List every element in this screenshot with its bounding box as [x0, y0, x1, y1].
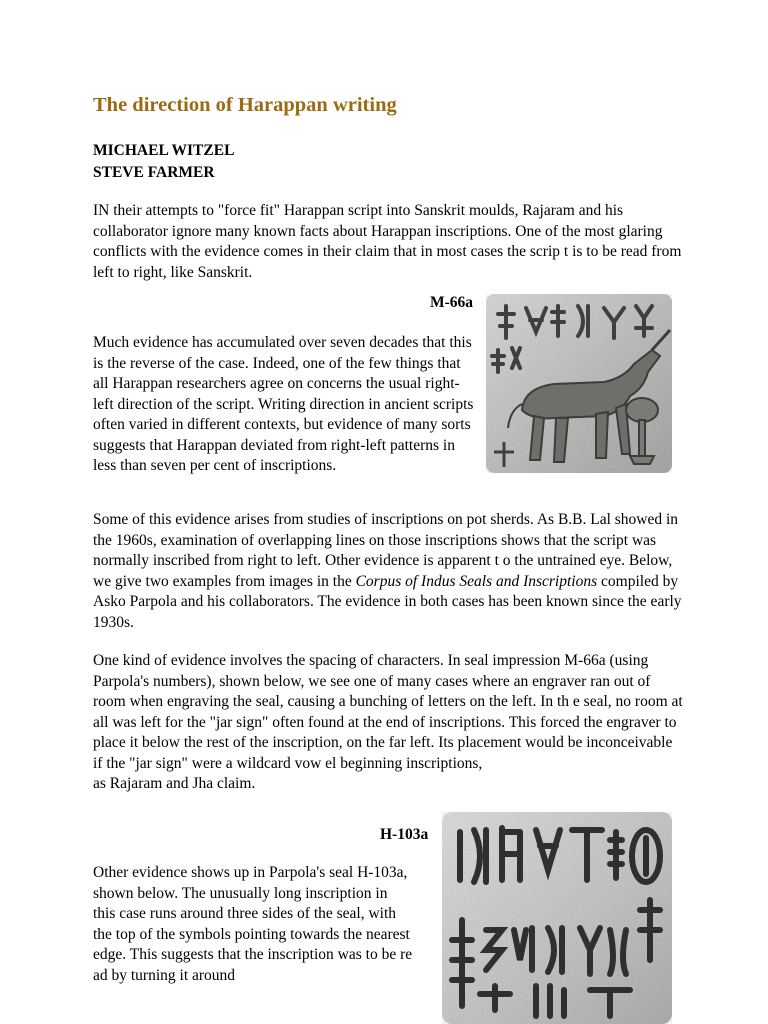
- paragraph-pot-sherds: [93, 510, 683, 633]
- paragraph-direction: Much evidence has accumulated over seven decades that this is the reverse of the case. Indeed, one of the few things that all Harappan researchers agree on concerns the usual right-left direction of the script. Writing direction in ancient scripts often varied in different contexts, but evidence of many sorts suggests that Harappan deviated from right-left patterns in less than seven per cent of inscriptions.: [93, 334, 474, 474]
- author-name: MICHAEL WITZEL: [93, 142, 235, 159]
- seal-m66a-illustration: [484, 292, 674, 475]
- paragraph-text: Some of this evidence arises from studies of inscriptions on pot sherds. As B.B. Lal showed in the 1960s, examination of overlapping lines on those inscriptions shows that the script was normally inscribed from right to left. Other evidence is apparent t o the untrained eye. Below, we give two examples from images in the: [93, 511, 679, 590]
- article-title: The direction of Harappan writing: [93, 94, 397, 116]
- paragraph-text: compiled by Asko Parpola and his collaborators. The evidence in both cases has been known since the early 1930s.: [93, 572, 682, 631]
- paragraph-text: as Rajaram and Jha claim.: [93, 775, 256, 792]
- corpus-title: Corpus of Indus Seals and Inscriptions: [355, 572, 598, 590]
- author-list: [93, 140, 234, 184]
- seal-image-m66a: [484, 292, 674, 475]
- paragraph-text: One kind of evidence involves the spacing of characters. In seal impression M-66a (using Parpola's numbers), shown below, we see one of many cases where an engraver ran out of room when engraving the seal, causing a bunching of letters on the left. In th e seal, no room at all was left for the "jar sign" often found at the end of inscriptions. This forced the engraver to place it below the rest of the inscription, on the far left. Its placement would be inconceivable if the "jar sign" were a wildcard vow el beginning inscriptions,: [93, 652, 683, 772]
- figure-label-m66a: M-66a: [430, 294, 474, 311]
- figure-label-h103a: H-103a: [380, 826, 429, 843]
- paragraph-spacing: [93, 651, 683, 795]
- author-name: STEVE FARMER: [93, 164, 215, 181]
- seal-image-h103a: [440, 810, 674, 1024]
- paragraph-seal-h103a: Other evidence shows up in Parpola's seal H-103a, shown below. The unusually long inscription in this case runs around three sides of the seal, with the top of the symbols pointing towards the nearest edge. This suggests that the inscription was to be re ad by turning it around: [93, 864, 413, 984]
- paragraph-intro: IN their attempts to "force fit" Harappan script into Sanskrit moulds, Rajaram and his collaborator ignore many known facts about Harappan inscriptions. One of the most glaring conflicts with the evidence comes in their claim that in most cases the scrip t is to be read from left to right, like Sanskrit.: [93, 202, 682, 281]
- seal-h103a-illustration: [440, 810, 674, 1024]
